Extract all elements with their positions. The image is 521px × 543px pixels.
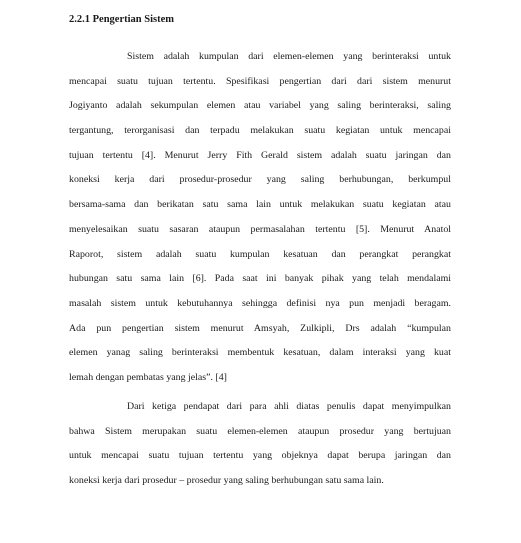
paragraph-line: bersama-sama dan berikatan satu sama lain untuk melakukan suatu kegiatan atau xyxy=(69,199,451,211)
paragraph-line: tujuan tertentu [4]. Menurut Jerry Fith Gerald sistem adalah suatu jaringan dan xyxy=(69,149,451,161)
paragraph-line: menyelesaikan suatu sasaran ataupun permasalahan tertentu [5]. Menurut Anatol xyxy=(69,223,451,235)
paragraph-line: Jogiyanto adalah sekumpulan elemen atau variabel yang saling berinteraksi, saling xyxy=(69,100,451,112)
paragraph-line: Ada pun pengertian sistem menurut Amsyah, Zulkipli, Drs adalah “kumpulan xyxy=(69,322,451,334)
section-heading: 2.2.1 Pengertian Sistem xyxy=(69,14,174,25)
paragraph-line: lemah dengan pembatas yang jelas”. [4] xyxy=(69,371,227,383)
paragraph-line: masalah sistem untuk kebutuhannya sehingga definisi nya pun menjadi beragam. xyxy=(69,297,451,309)
paragraph-line: bahwa Sistem merupakan suatu elemen-elemen ataupun prosedur yang bertujuan xyxy=(69,425,451,437)
paragraph-line: Dari ketiga pendapat dari para ahli diatas penulis dapat menyimpulkan xyxy=(127,401,451,412)
paragraph-line: koneksi kerja dari prosedur-prosedur yang saling berhubungan, berkumpul xyxy=(69,174,451,186)
paragraph-line: tergantung, terorganisasi dan terpadu melakukan suatu kegiatan untuk mencapai xyxy=(69,125,451,137)
paragraph-line: Sistem adalah kumpulan dari elemen-elemen yang berinteraksi untuk xyxy=(127,51,451,62)
paragraph-definition xyxy=(69,45,451,391)
paragraph-line: mencapai suatu tujuan tertentu. Spesifikasi pengertian dari dari sistem menurut xyxy=(69,75,451,87)
paragraph-line: elemen yanag saling berinteraksi membentuk kesatuan, dalam interaksi yang kuat xyxy=(69,347,451,359)
paragraph-line: untuk mencapai suatu tujuan tertentu yang objeknya dapat berupa jaringan dan xyxy=(69,450,451,462)
paragraph-line: koneksi kerja dari prosedur – prosedur yang saling berhubungan satu sama lain. xyxy=(69,475,384,487)
paragraph-line: Raporot, sistem adalah suatu kumpulan kesatuan dan perangkat perangkat xyxy=(69,248,451,260)
paragraph-conclusion xyxy=(69,395,451,494)
paragraph-line: hubungan satu sama lain [6]. Pada saat ini banyak pihak yang telah mendalami xyxy=(69,273,451,285)
